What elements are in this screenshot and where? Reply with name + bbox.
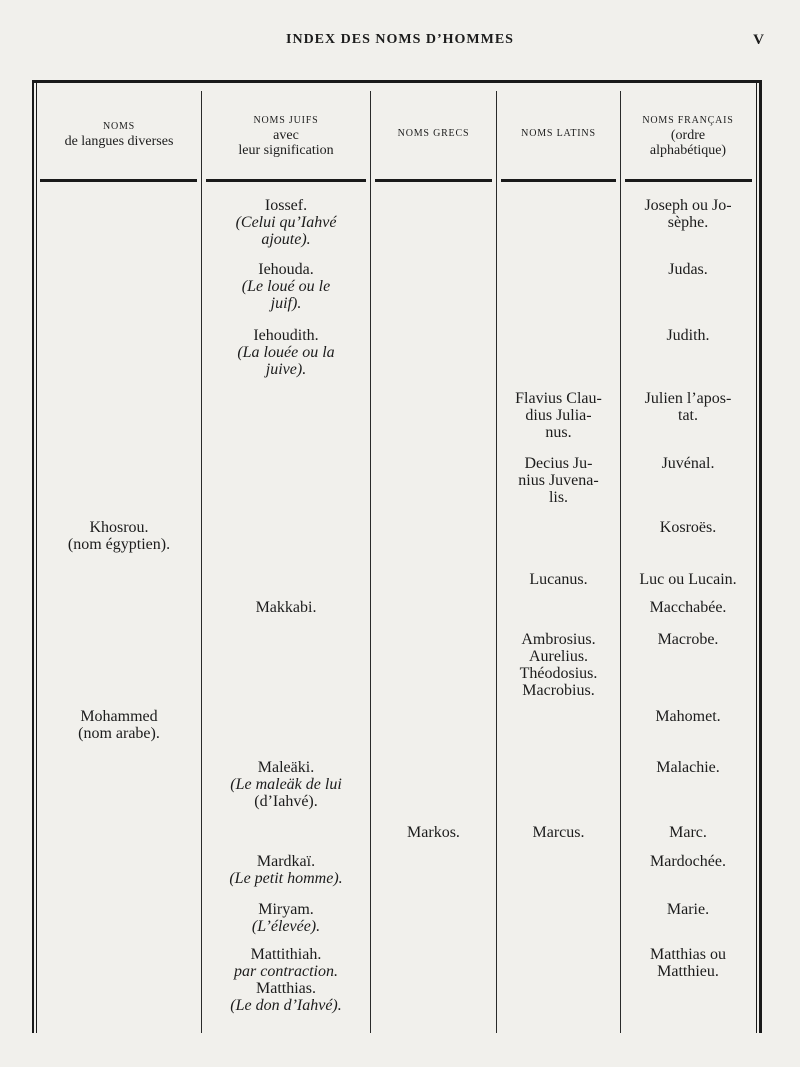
column-header-noms-grecs	[371, 126, 496, 141]
entry-line: Macrobe.	[657, 631, 719, 648]
entry-line: nus.	[545, 424, 572, 441]
entry-line: Mardochée.	[650, 853, 726, 870]
entry-line: Aurelius.	[528, 648, 589, 665]
column-header-noms-francais	[621, 113, 755, 158]
entry-noms-juifs	[202, 853, 370, 887]
entry-noms-grecs	[371, 824, 496, 841]
entry-line: Markos.	[407, 824, 460, 841]
entry-line: Matthias ou	[650, 946, 726, 963]
entry-line: Lucanus.	[529, 571, 588, 588]
column-header-line: de langues diverses	[64, 134, 174, 149]
table-border-right	[756, 83, 762, 1033]
entry-line: Judith.	[666, 327, 710, 344]
entry-noms-juifs	[202, 946, 370, 1014]
entry-noms-francais	[621, 519, 755, 536]
entry-line: Matthias.	[256, 980, 316, 997]
entry-noms-francais	[621, 261, 755, 278]
entry-noms-juifs	[202, 197, 370, 248]
entry-line: Decius Ju-	[524, 455, 593, 472]
entry-noms-juifs	[202, 901, 370, 935]
entry-noms-francais	[621, 455, 755, 472]
column-header-langues-diverses	[38, 119, 200, 149]
entry-line: Iossef.	[264, 197, 308, 214]
entry-line: Mattithiah.	[250, 946, 322, 963]
entry-line: (Le don d’Iahvé).	[230, 997, 342, 1014]
entry-line: Mardkaï.	[256, 853, 316, 870]
entry-noms-francais	[621, 327, 755, 344]
entry-line: Ambrosius.	[521, 631, 596, 648]
entry-noms-francais	[621, 901, 755, 918]
entry-noms-latins	[497, 390, 620, 441]
entry-noms-francais	[621, 946, 755, 980]
entry-line: Marie.	[666, 901, 710, 918]
column-header-line: NOMS	[102, 121, 136, 132]
page-header	[0, 32, 800, 54]
entry-noms-juifs	[202, 599, 370, 616]
entry-noms-juifs	[202, 261, 370, 312]
column-divider	[370, 91, 371, 1033]
entry-noms-francais	[621, 390, 755, 424]
entry-line: sèphe.	[667, 214, 709, 231]
entry-line: Matthieu.	[657, 963, 719, 980]
header-rule	[40, 179, 197, 182]
entry-line: Judas.	[668, 261, 708, 278]
entry-line: Marc.	[669, 824, 707, 841]
entry-line: Flavius Clau-	[515, 390, 602, 407]
entry-line: (d’Iahvé).	[254, 793, 318, 810]
entry-line: Joseph ou Jo-	[644, 197, 732, 214]
header-rule	[625, 179, 752, 182]
entry-line: Juvénal.	[661, 455, 715, 472]
column-header-line: leur signification	[238, 143, 334, 158]
entry-noms-juifs	[202, 327, 370, 378]
entry-line: (Le petit homme).	[229, 870, 343, 887]
entry-line: Macrobius.	[522, 682, 595, 699]
entry-line: tat.	[678, 407, 698, 424]
entry-line: (La louée ou la	[237, 344, 335, 361]
header-rule	[375, 179, 492, 182]
entry-noms-francais	[621, 853, 755, 870]
table-border-left	[32, 83, 37, 1033]
entry-line: Marcus.	[532, 824, 585, 841]
entry-line: Théodosius.	[519, 665, 598, 682]
column-header-line: (ordre	[670, 128, 706, 143]
column-divider	[496, 91, 497, 1033]
column-header-line: NOMS FRANÇAIS	[642, 115, 734, 126]
column-header-line: NOMS LATINS	[521, 128, 596, 139]
entry-line: (nom égyptien).	[67, 536, 171, 553]
entry-line: par contraction.	[234, 963, 338, 980]
entry-noms-francais	[621, 631, 755, 648]
entry-line: (Le maleäk de lui	[230, 776, 342, 793]
entry-line: (nom arabe).	[78, 725, 160, 742]
entry-line: Malachie.	[656, 759, 720, 776]
index-table	[32, 80, 762, 1033]
entry-line: Macchabée.	[649, 599, 727, 616]
column-header-line: avec	[273, 128, 299, 143]
entry-line: Julien l’apos-	[644, 390, 732, 407]
entry-line: lis.	[548, 489, 569, 506]
entry-noms-francais	[621, 599, 755, 616]
column-header-noms-latins	[497, 126, 620, 141]
column-header-noms-juifs	[202, 113, 370, 158]
entry-line: Miryam.	[258, 901, 314, 918]
column-header-line: alphabétique)	[649, 143, 727, 158]
column-header-line: NOMS JUIFS	[253, 115, 319, 126]
entry-noms-francais	[621, 708, 755, 725]
entry-noms-latins	[497, 631, 620, 699]
entry-noms-latins	[497, 571, 620, 588]
page-number: V	[753, 32, 764, 48]
column-divider	[620, 91, 621, 1033]
entry-line: Kosroës.	[659, 519, 717, 536]
entry-line: Luc ou Lucain.	[639, 571, 737, 588]
entry-line: Iehoudith.	[253, 327, 319, 344]
entry-line: (Celui qu’Iahvé	[235, 214, 337, 231]
entry-line: Mahomet.	[655, 708, 721, 725]
entry-noms-francais	[621, 571, 755, 588]
header-rule	[206, 179, 366, 182]
entry-line: Iehouda.	[258, 261, 314, 278]
entry-line: (Le loué ou le	[241, 278, 331, 295]
entry-line: Mohammed	[80, 708, 158, 725]
entry-noms-juifs	[202, 759, 370, 810]
entry-line: juive).	[265, 361, 307, 378]
entry-noms-francais	[621, 759, 755, 776]
entry-noms-francais	[621, 824, 755, 841]
entry-line: Khosrou.	[89, 519, 149, 536]
entry-noms-latins	[497, 824, 620, 841]
entry-noms-francais	[621, 197, 755, 231]
page-title: INDEX DES NOMS D’HOMMES	[286, 32, 514, 47]
entry-line: nius Juvena-	[518, 472, 599, 489]
header-rule	[501, 179, 616, 182]
entry-noms-latins	[497, 455, 620, 506]
entry-line: Maleäki.	[257, 759, 315, 776]
entry-langues-diverses	[38, 708, 200, 742]
entry-line: dius Julia-	[525, 407, 592, 424]
entry-line: juif).	[270, 295, 302, 312]
entry-line: (L’élevée).	[251, 918, 321, 935]
entry-line: Makkabi.	[255, 599, 317, 616]
entry-langues-diverses	[38, 519, 200, 553]
entry-line: ajoute).	[261, 231, 311, 248]
column-header-line: NOMS GRECS	[397, 128, 470, 139]
